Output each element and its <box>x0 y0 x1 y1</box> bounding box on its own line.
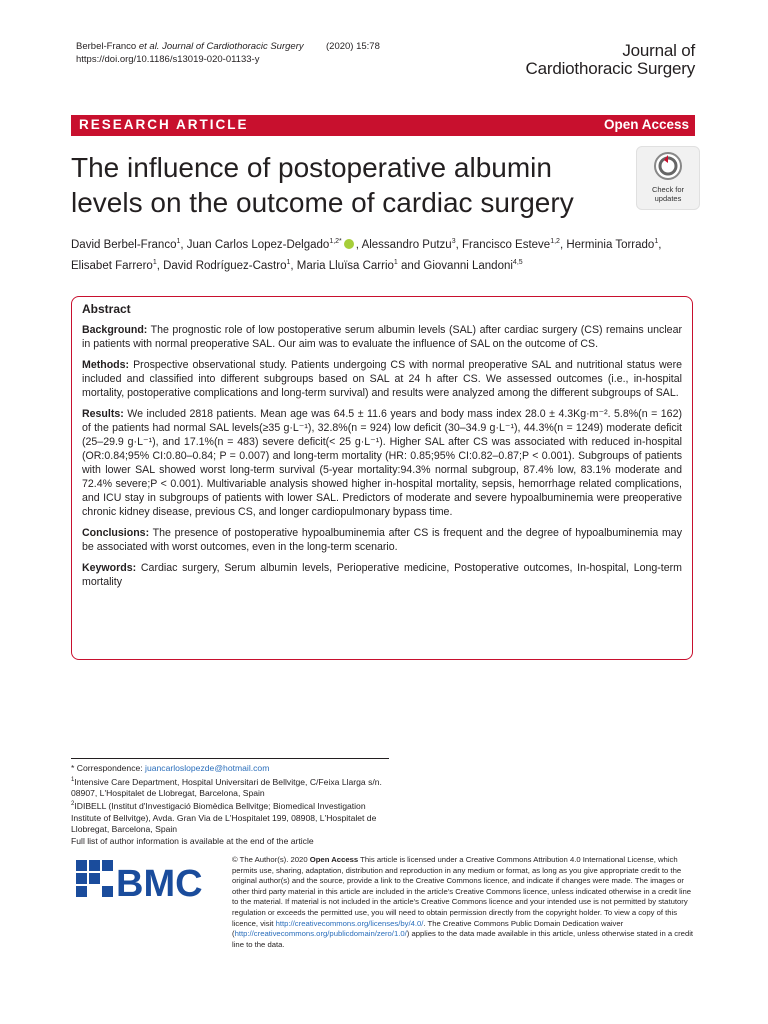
open-access-label: Open Access <box>603 117 689 132</box>
author-name: David Rodríguez-Castro <box>163 259 287 272</box>
citation-authors: Berbel-Franco <box>76 41 139 52</box>
bmc-logo-graphic <box>76 858 216 904</box>
correspondence-email[interactable]: juancarloslopezde@hotmail.com <box>145 763 270 773</box>
author-affiliation-mark: 1 <box>286 258 291 266</box>
citation-year: (2020) 15:78 <box>326 41 380 52</box>
author-name: Alessandro Putzu <box>361 238 452 251</box>
abstract-conclusions: Conclusions: The presence of postoperative hypoalbuminemia after CS is frequent and the degree of hypoalbuminemia may be associated with worst outcomes, even in the long-term scenario. <box>82 527 682 553</box>
author-affiliation-mark: 1,2 <box>550 238 560 245</box>
author-affiliation-mark: 1 <box>176 238 181 245</box>
abstract-box <box>71 296 693 660</box>
author-name: Maria Lluïsa Carrio <box>296 259 394 272</box>
journal-logo-line2: Cardiothoracic Surgery <box>525 59 695 78</box>
journal-logo-line1: Journal of <box>622 41 695 60</box>
affiliation-2: $^2$IDIBELL (Institut d'Investigació Biomèdica Bellvitge; Biomedical Investigation Institute of Bellvitge), Avda. Gran Via de L'Hospitalet 199, 08908, L'Hospitalet de Llobregat, Barcelona, Spain <box>71 801 377 835</box>
author-name: Herminia Torrado <box>566 238 655 251</box>
abstract-results: Results: We included 2818 patients. Mean age was 64.5 ± 11.6 years and body mass index 28.0 ± 4.3Kg·m⁻². 5.8%(n = 162) of the patients had normal SAL levels(≥35 g·L⁻¹), 32.8%(n = 924) low deficit (30–34.9 g·L⁻¹), 44.3%(n = 1249) moderate deficit (25–29.9 g·L⁻¹), and 17.1%(n = 483) severe deficit(< 25 g·L⁻¹). Higher SAL after CS was associated with reduced in-hospital (OR:0.84;95% CI:0.80–0.84; P = 0.007) and long-term mortality (HR: 0.85;95% CI:0.82–0.87;P < 0.001). Subgroups of patients with lower SAL showed worst long-term survival (5-year mortality:94.3% normal subgroup, 87.4% low, 83.1% moderate and 72.4% severe;P < 0.001). Multivariable analysis showed higher in-hospital mortality, sepsis, hemorrhage related complications, and ICU stay in subgroups of patients with lower SAL. Predictors of moderate and severe hypoalbuminemia were preoperative chronic kidney disease, previous CS, and longer cardiopulmonary bypass time. <box>82 408 682 518</box>
abstract-heading: Abstract <box>82 302 131 316</box>
author-name: Francisco Esteve <box>462 238 551 251</box>
author-name: Giovanni Landoni <box>423 259 513 272</box>
author-name: Elisabet Farrero <box>71 259 153 272</box>
license-link-cc0[interactable]: http://creativecommons.org/publicdomain/zero/1.0/ <box>234 929 407 939</box>
author-affiliation-mark: 1 <box>393 258 398 266</box>
check-updates-line1: Check for <box>651 185 685 194</box>
author-affiliation-mark: 4,5 <box>512 258 523 266</box>
journal-logo <box>526 42 695 78</box>
author-list: David Berbel-Franco$^1$, Juan Carlos Lopez-Delgado$^{1,2*}$ , Alessandro Putzu$^3$, Francisco Esteve$^{1,2}$, Herminia Torrado$^1$, Elisabet Farrero$^1$, David Rodríguez-Castro$^1$, Maria Lluïsa Carrio$^1$ and Giovanni Landoni$^{4,5}$ <box>71 238 662 272</box>
citation-etal: et al. <box>138 41 160 52</box>
doi-link[interactable]: https://doi.org/10.1186/s13019-020-01133-y <box>76 54 260 65</box>
author-affiliation-mark: 1,2* <box>329 238 342 245</box>
footnote-divider <box>71 758 389 759</box>
author-name: Juan Carlos Lopez-Delgado <box>186 238 330 251</box>
affiliation-1: $^1$Intensive Care Department, Hospital Universitari de Bellvitge, C/Feixa Llarga s/n. 08907, L'Hospitalet de Llobregat, Barcelona, Spain <box>71 776 382 798</box>
author-name: David Berbel-Franco <box>71 238 177 251</box>
footnotes <box>71 763 389 847</box>
check-updates-icon <box>653 151 683 181</box>
citation-journal: Journal of Cardiothoracic Surgery <box>159 41 304 52</box>
license-link-cc-by[interactable]: http://creativecommons.org/licenses/by/4.0/ <box>275 918 424 928</box>
bmc-logo <box>76 858 216 909</box>
correspondence: * Correspondence: juancarloslopezde@hotmail.com <box>71 763 270 773</box>
author-affiliation-mark: 1 <box>654 238 659 245</box>
citation-header <box>76 40 380 66</box>
author-affiliation-mark: 1 <box>152 258 157 266</box>
license-statement: © The Author(s). 2020 Open Access This article is licensed under a Creative Commons Attribution 4.0 International License, which permits use, sharing, adaptation, distribution and reproduction in any medium or format, as long as you give appropriate credit to the original author(s) and the source, provide a link to the Creative Commons licence, and indicate if changes were made. The images or other third party material in this article are included in the article's Creative Commons licence, unless indicated otherwise in a credit line to the material. If material is not included in the article's Creative Commons licence and your intended use is not permitted by statutory regulation or exceeds the permitted use, you will need to obtain permission directly from the copyright holder. To view a copy of this licence, visit http://creativecommons.org/licenses/by/4.0/. The Creative Commons Public Domain Dedication waiver (http://creativecommons.org/publicdomain/zero/1.0/) applies to the data made available in this article, unless otherwise stated in a credit line to the data. <box>232 855 694 949</box>
abstract-keywords: Keywords: Cardiac surgery, Serum albumin levels, Perioperative medicine, Postoperative outcomes, In-hospital, Long-term mortality <box>82 562 682 588</box>
orcid-icon[interactable] <box>344 239 354 249</box>
abstract-methods: Methods: Prospective observational study. Patients undergoing CS with normal preoperative SAL and nutritional status were included and classified into different subgroups based on SAL at 24 h after CS. We assessed outcomes (i.e., in-hospital mortality, postoperative complications and long-term survival) and results were analyzed among the different subgroups of SAL. <box>82 359 682 399</box>
check-for-updates-badge[interactable] <box>636 146 700 210</box>
check-updates-line2: updates <box>654 193 682 203</box>
article-type-label: RESEARCH ARTICLE <box>79 117 249 132</box>
abstract-background: Background: The prognostic role of low postoperative serum albumin levels (SAL) after cardiac surgery (CS) remains unclear in patients with normal preoperative SAL. Our aim was to evaluate the influence of SAL on the outcome of CS. <box>82 324 682 350</box>
bmc-logo-text: BMC <box>116 863 203 904</box>
author-affiliation-mark: 3 <box>451 238 456 245</box>
full-list-note: Full list of author information is available at the end of the article <box>71 835 314 846</box>
article-type-banner <box>71 115 695 136</box>
article-title: The influence of postoperative albumin levels on the outcome of cardiac surgery <box>71 152 574 218</box>
